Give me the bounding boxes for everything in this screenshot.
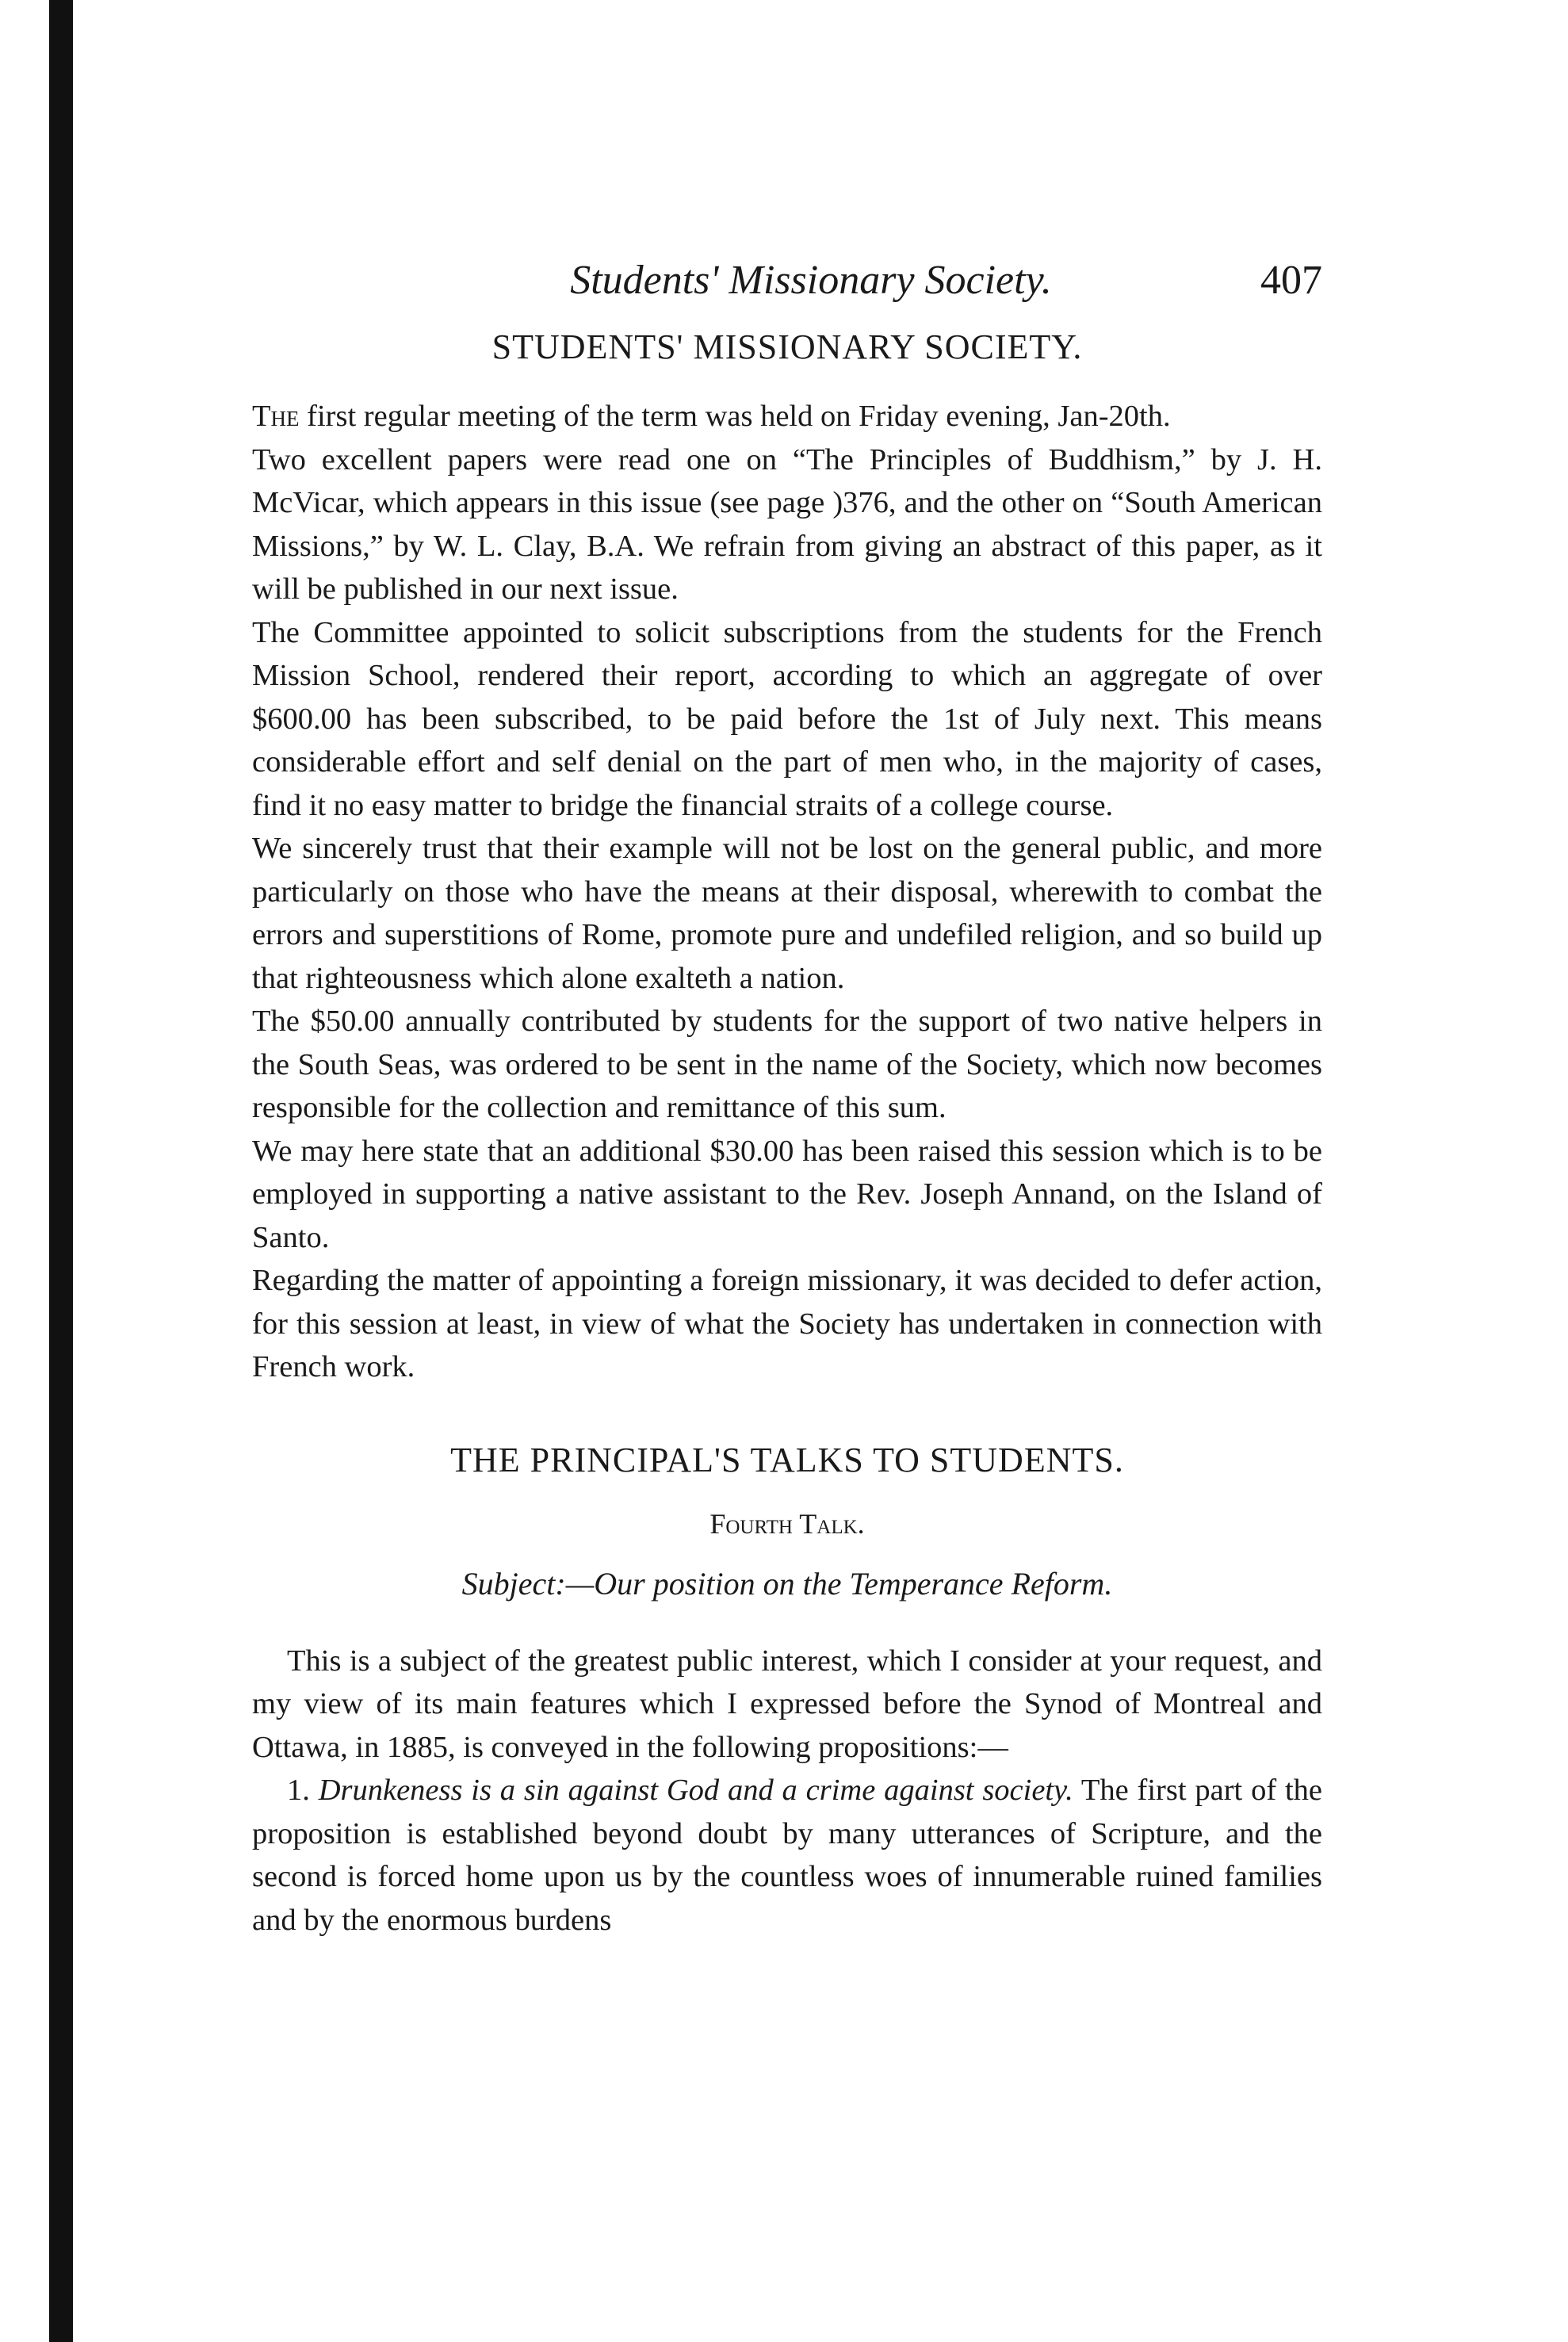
paragraph-1: [252, 395, 1322, 438]
proposition-1: [252, 1769, 1322, 1942]
paragraph-7: Regarding the matter of appointing a foreign missionary, it was decided to defer action, for this session at least, in view of what the Society has undertaken in connection with French work.: [252, 1264, 1322, 1383]
section-title: STUDENTS' MISSIONARY SOCIETY.: [491, 327, 1083, 366]
proposition-lead: Drunkeness is a sin against God and a crime against society.: [318, 1774, 1073, 1807]
page-binding-edge: [49, 0, 73, 2342]
paragraph-4: We sincerely trust that their example will not be lost on the general public, and more particularly on those who have the means at their disposal, wherewith to combat the errors and superstitions of Rome, promote pure and undefiled religion, and so build up that righteousness which alone exalteth a nation.: [252, 832, 1322, 995]
paragraph-2: Two excellent papers were read one on “The Principles of Buddhism,” by J. H. McVicar, which appears in this issue (see page )376, and the other on “South American Missions,” by W. L. Clay, B.A. We refrain from giving an abstract of this paper, as it will be published in our next issue.: [252, 442, 1322, 606]
proposition-number: 1.: [287, 1774, 310, 1807]
talk-number: Fourth Talk.: [709, 1507, 865, 1540]
paragraph-3: The Committee appointed to solicit subscriptions from the students for the French Mission School, rendered their report, according to which an aggregate of over $600.00 has been subscribed, to be paid before the 1st of July next. This means considerable effort and self denial on the part of men who, in the majority of cases, find it no easy matter to bridge the financial straits of a college course.: [252, 615, 1322, 822]
paragraph-text: first regular meeting of the term was held on Friday evening, Jan-20th.: [299, 400, 1171, 433]
talk-intro: This is a subject of the greatest public interest, which I consider at your request, and my view of its main features which I expressed before the Synod of Montreal and Ottawa, in 1885, is conveyed in the following propositions:—: [252, 1644, 1322, 1764]
running-head: [252, 252, 1322, 316]
paragraph-6: We may here state that an additional $30.00 has been raised this session which is to be employed in supporting a native assistant to the Rev. Joseph Annand, on the Island of Santo.: [252, 1134, 1322, 1254]
page-number: 407: [1260, 258, 1322, 303]
talks-title: THE PRINCIPAL'S TALKS TO STUDENTS.: [450, 1440, 1124, 1479]
talk-subject: Subject:—Our position on the Temperance Reform.: [461, 1565, 1113, 1602]
paragraph-lead: The: [252, 400, 300, 433]
running-head-title: Students' Missionary Society.: [570, 258, 1052, 303]
document-page: [252, 252, 1322, 1942]
proposition-text: The first part of the proposition is established beyond doubt by many utterances of Scripture, and the second is forced home upon us by the countless woes of innumerable ruined families and by the enormous burdens: [252, 1774, 1322, 1937]
paragraph-5: The $50.00 annually contributed by students for the support of two native helpers in the South Seas, was ordered to be sent in the name of the Society, which now becomes responsible for the collection and remittance of this sum.: [252, 1005, 1322, 1124]
